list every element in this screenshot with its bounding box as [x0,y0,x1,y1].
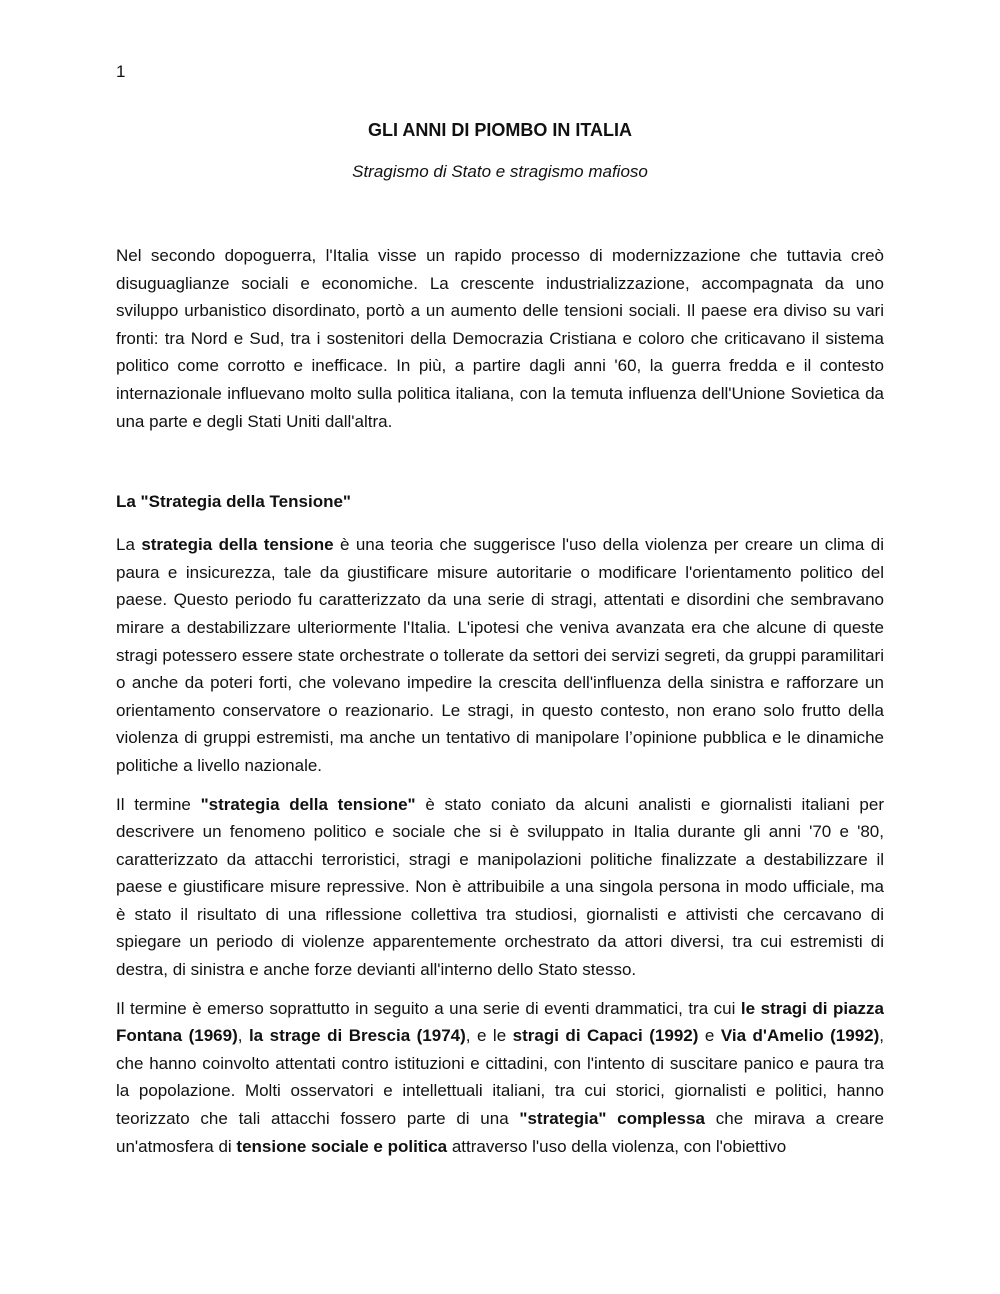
text-run: La [116,535,142,555]
document-body [116,242,884,1160]
text-run: Il termine [116,794,201,814]
bold-phrase: tensione sociale e politica [236,1136,448,1156]
intro-paragraph: Nel secondo dopoguerra, l'Italia visse un rapido processo di modernizzazione che tuttavia creò disuguaglianze sociali e economiche. La crescente industrializzazione, accompagnata da uno sviluppo urbanistico disordinato, portò a un aumento delle tensioni sociali. Il paese era diviso su vari fronti: tra Nord e Sud, tra i sostenitori della Democrazia Cristiana e coloro che criticavano il sistema politico come corrotto e inefficace. In più, a partire dagli anni '60, la guerra fredda e il contesto internazionale influevano molto sulla politica italiana, con la temuta influenza dell'Unione Sovietica da una parte e degli Stati Uniti dall'altra. [116,246,884,431]
section-heading: La "Strategia della Tensione" [116,492,351,512]
text-run: , [237,1026,249,1046]
page-subtitle: Stragismo di Stato e stragismo mafioso [352,162,648,181]
text-run: e [698,1026,721,1046]
text-run: , che hanno coinvolto attentati contro istituzioni e cittadini, con l'intento di suscitare panico e paura tra la popolazione. Molti osservatori e intellettuali italiani, tra cui storici, giornalisti e politici, hanno teorizzato che tali attacchi fossero parte di una [116,1026,885,1129]
section-paragraph-2 [116,791,884,984]
text-run: , e le [465,1026,513,1046]
text-run: che mirava a creare un'atmosfera di [116,1109,885,1156]
bold-phrase: stragi di Capaci (1992) [512,1026,699,1046]
bold-phrase: "strategia della tensione" [200,794,416,814]
section-paragraph-1 [116,531,884,779]
page-title: GLI ANNI DI PIOMBO IN ITALIA [368,120,632,140]
bold-phrase: le stragi di piazza Fontana (1969) [116,998,885,1046]
text-run: attraverso l'uso della violenza, con l'obiettivo [447,1136,787,1156]
page-number: 1 [116,62,126,81]
bold-phrase: strategia della tensione [141,535,334,555]
section-paragraph-3 [116,995,884,1161]
bold-phrase: "strategia" complessa [519,1109,706,1129]
text-run: è una teoria che suggerisce l'uso della violenza per creare un clima di paura e insicurezza, tale da giustificare misure autoritarie o modificare l'orientamento politico del paese. Questo periodo fu caratterizzato da una serie di stragi, attentati e disordini che sembravano mirare a destabilizzare ulteriormente l'Italia. L'ipotesi che veniva avanzata era che alcune di queste stragi potessero essere state orchestrate o tollerate da settori dei servizi segreti, da gruppi paramilitari o anche da poteri forti, che volevano impedire la crescita dell'influenza della sinistra e rafforzare un orientamento conservatore o reazionario. Le stragi, in questo contesto, non erano solo frutto della violenza di gruppi estremisti, ma anche un tentativo di manipolare l’opinione pubblica e le dinamiche politiche a livello nazionale. [116,535,884,775]
bold-phrase: la strage di Brescia (1974) [248,1026,466,1046]
text-run: Il termine è emerso soprattutto in seguito a una serie di eventi drammatici, tra cui [116,998,741,1018]
text-run: è stato coniato da alcuni analisti e giornalisti italiani per descrivere un fenomeno politico e sociale che si è sviluppato in Italia durante gli anni '70 e '80, caratterizzato da attacchi terroristici, stragi e manipolazioni politiche finalizzate a destabilizzare il paese e giustificare misure repressive. Non è attribuibile a una singola persona in modo ufficiale, ma è stato il risultato di una riflessione collettiva tra studiosi, giornalisti e attivisti che cercavano di spiegare un periodo di violenze apparentemente orchestrato da attori diversi, tra cui estremisti di destra, di sinistra e anche forze devianti all'interno dello Stato stesso. [116,794,885,980]
bold-phrase: Via d'Amelio (1992) [720,1026,880,1046]
